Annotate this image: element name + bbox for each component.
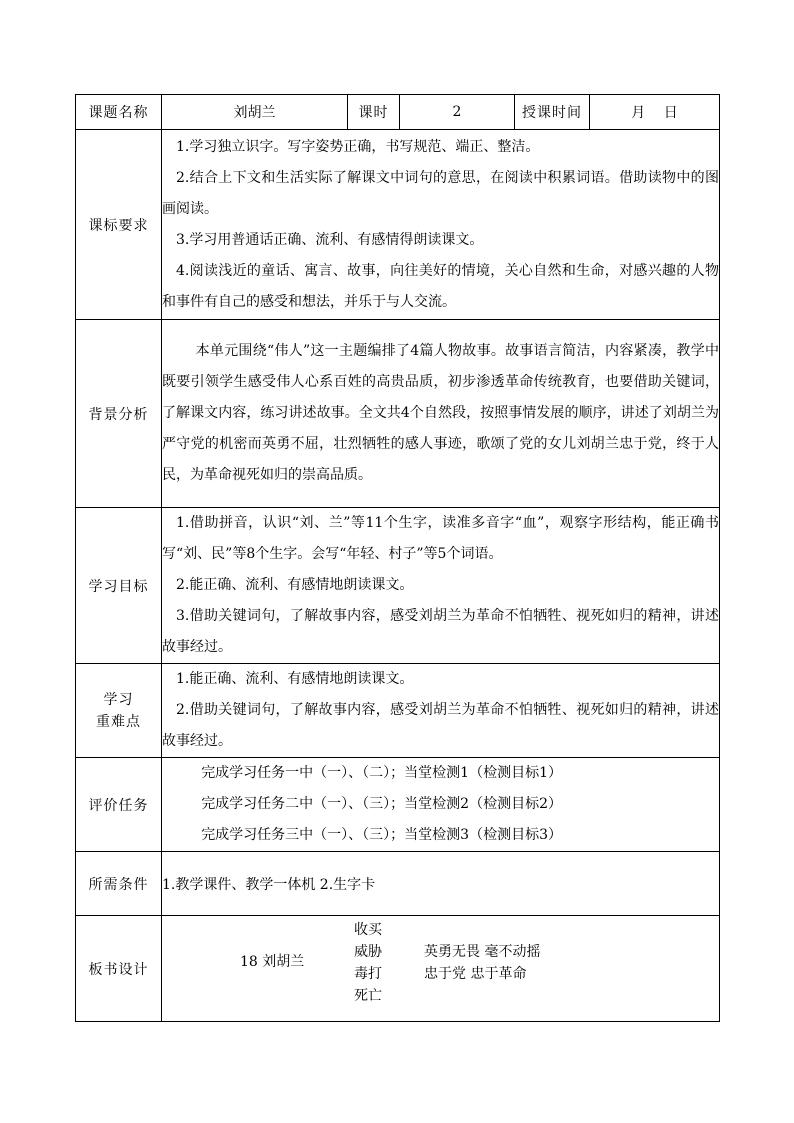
board-phrase-1: 英勇无畏 毫不动摇 xyxy=(424,943,541,960)
background-content xyxy=(162,320,720,508)
board-content xyxy=(162,916,720,1022)
standards-item: 2.结合上下文和生活实际了解课文中词句的意思，在阅读中积累词语。借助读物中的图画阅读。 xyxy=(162,169,719,217)
goals-label: 学习目标 xyxy=(76,508,162,664)
evaluation-item: 完成学习任务三中（一）、（三）；当堂检测3（检测目标3） xyxy=(201,827,563,843)
standards-row xyxy=(76,130,720,320)
board-phrase-2: 忠于党 忠于革命 xyxy=(424,965,527,982)
evaluation-row xyxy=(76,758,720,852)
goals-item: 2.能正确、流利、有感情地朗读课文。 xyxy=(176,577,414,593)
header-row xyxy=(76,95,720,130)
board-design xyxy=(162,917,719,1021)
goals-item: 1.借助拼音，认识“刘、兰”等11个生字，读准多音字“血”，观察字形结构，能正确书写“刘、民”等8个生字。会写“年轻、村子”等5个词语。 xyxy=(162,515,719,562)
key-points-item: 2.借助关键词句，了解故事内容，感受刘胡兰为革命不怕牺牲、视死如归的精神，讲述故事经过。 xyxy=(162,702,719,749)
evaluation-item: 完成学习任务二中（一）、（三）；当堂检测2（检测目标2） xyxy=(201,796,563,812)
key-points-content xyxy=(162,664,720,758)
key-points-label-line1: 学习 xyxy=(103,691,134,708)
conditions-row xyxy=(76,852,720,916)
board-verb: 收买 xyxy=(354,921,382,938)
periods-label: 课时 xyxy=(348,95,400,130)
board-title: 18 刘胡兰 xyxy=(240,953,305,970)
periods-value: 2 xyxy=(400,95,515,130)
standards-item: 3.学习用普通话正确、流利、有感情得朗读课文。 xyxy=(176,231,484,248)
evaluation-label: 评价任务 xyxy=(76,758,162,852)
conditions-label: 所需条件 xyxy=(76,852,162,916)
topic-label: 课题名称 xyxy=(76,95,162,130)
key-points-row xyxy=(76,664,720,758)
conditions-content: 1.教学课件、教学一体机 2.生字卡 xyxy=(162,852,720,916)
evaluation-content xyxy=(162,758,720,852)
standards-label: 课标要求 xyxy=(76,130,162,320)
board-row xyxy=(76,916,720,1022)
board-verb: 威胁 xyxy=(354,943,382,960)
background-text: 本单元围绕“伟人”这一主题编排了4篇人物故事。故事语言简洁，内容紧凑，教学中既要引领学生感受伟人心系百姓的高贵品质，初步渗透革命传统教育，也要借助关键词，了解课文内容，练习讲述故事。全文共4个自然段，按照事情发展的顺序，讲述了刘胡兰为严守党的机密而英勇不屈，壮烈牺牲的感人事迹，歌颂了党的女儿刘胡兰忠于党，终于人民，为革命视死如归的崇高品质。 xyxy=(162,343,719,483)
key-points-item: 1.能正确、流利、有感情地朗读课文。 xyxy=(176,671,414,687)
evaluation-item: 完成学习任务一中（一）、（二）；当堂检测1（检测目标1） xyxy=(201,765,563,781)
goals-item: 3.借助关键词句，了解故事内容，感受刘胡兰为革命不怕牺牲、视死如归的精神，讲述故事经过。 xyxy=(162,608,719,655)
board-label: 板书设计 xyxy=(76,916,162,1022)
lesson-plan-table xyxy=(75,94,720,1022)
key-points-label-line2: 重难点 xyxy=(96,713,141,730)
time-value: 月 日 xyxy=(590,95,720,130)
time-label: 授课时间 xyxy=(515,95,590,130)
topic-value: 刘胡兰 xyxy=(162,95,348,130)
board-verb: 毒打 xyxy=(354,965,382,982)
background-label: 背景分析 xyxy=(76,320,162,508)
standards-content xyxy=(162,130,720,320)
goals-content xyxy=(162,508,720,664)
background-row xyxy=(76,320,720,508)
board-verb: 死亡 xyxy=(354,987,382,1004)
standards-item: 4.阅读浅近的童话、寓言、故事，向往美好的情境，关心自然和生命，对感兴趣的人物和事件有自己的感受和想法，并乐于与人交流。 xyxy=(162,262,719,310)
goals-row xyxy=(76,508,720,664)
standards-item: 1.学习独立识字。写字姿势正确，书写规范、端正、整洁。 xyxy=(176,138,540,155)
key-points-label xyxy=(76,664,162,758)
